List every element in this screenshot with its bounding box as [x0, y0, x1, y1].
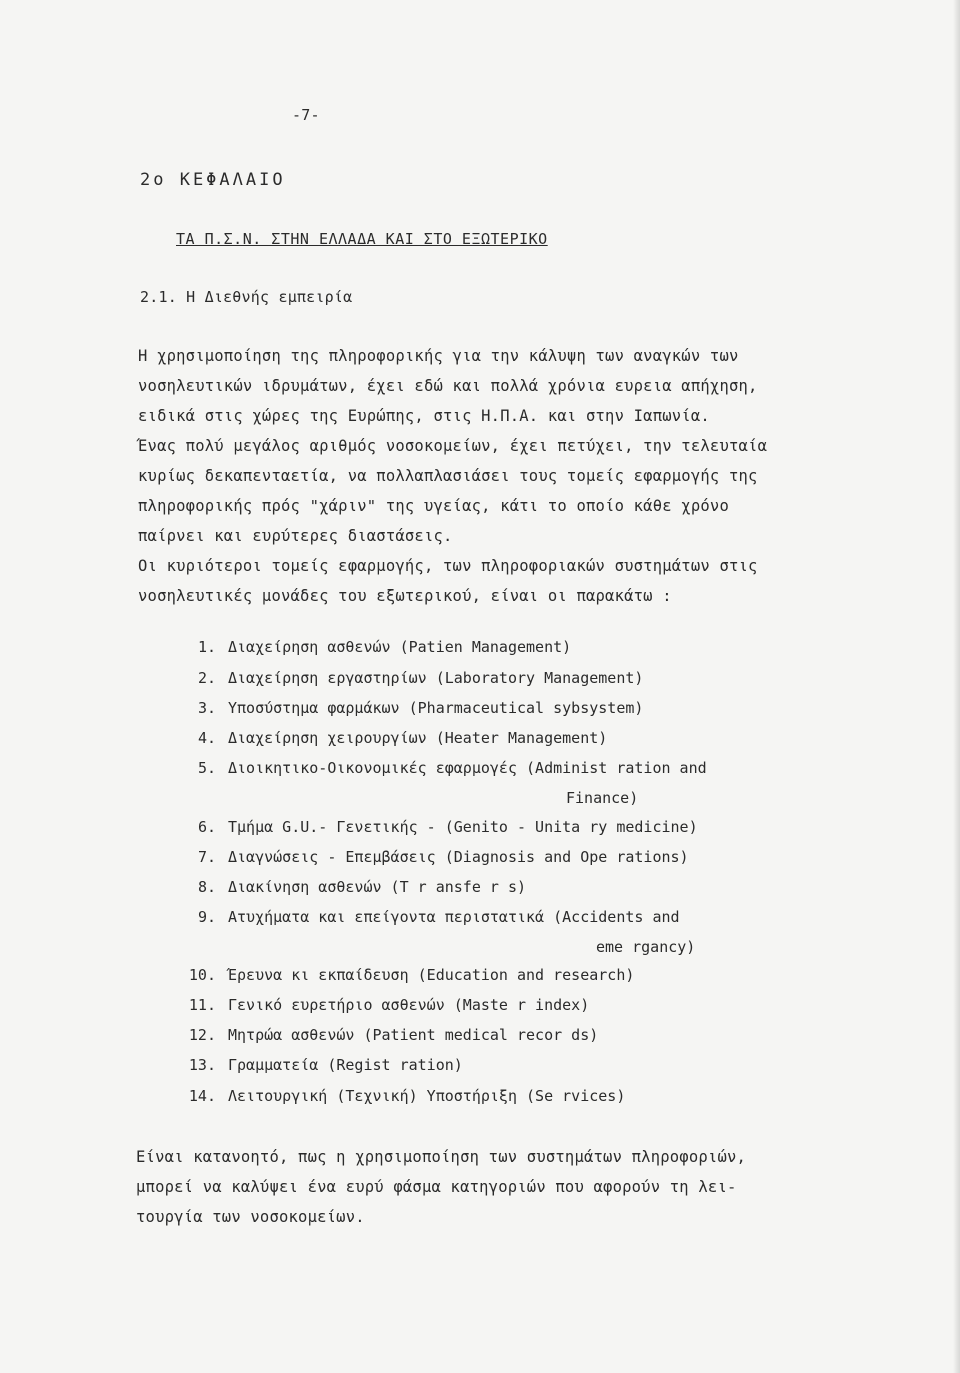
list-item-number: 9.: [197, 908, 216, 926]
list-item-number: 12.: [188, 1026, 216, 1044]
list-item-number: 14.: [188, 1087, 216, 1105]
list-item-number: 5.: [197, 759, 216, 777]
paragraph-line: Οι κυριότεροι τομείς εφαρμογής, των πληροφοριακών συστημάτων στις: [138, 557, 758, 575]
list-item-text: Γραμματεία (Regist ration): [228, 1056, 463, 1074]
list-item-continuation: eme rgancy): [596, 938, 696, 956]
paragraph-line: κυρίως δεκαπενταετία, να πολλαπλασιάσει τους τομείς εφαρμογής της: [138, 467, 758, 485]
list-item-number: 8.: [197, 878, 216, 896]
page-number: -7-: [292, 106, 320, 124]
list-item-number: 11.: [188, 996, 216, 1014]
closing-line: μπορεί να καλύψει ένα ευρύ φάσμα κατηγοριών που αφορούν τη λει-: [136, 1178, 737, 1196]
paragraph-line: νοσηλευτικές μονάδες του εξωτερικού, είναι οι παρακάτω :: [138, 587, 672, 605]
list-item-text: Διακίνηση ασθενών (T r ansfe r s): [228, 878, 527, 896]
paragraph-line: Η χρησιμοποίηση της πληροφορικής για την κάλυψη των αναγκών των: [138, 347, 739, 365]
list-item-text: Ατυχήματα και επείγοντα περιστατικά (Accidents and: [228, 908, 680, 926]
list-item-text: Γενικό ευρετήριο ασθενών (Maste r index): [228, 996, 590, 1014]
list-item-number: 4.: [197, 729, 216, 747]
list-item-text: Τμήμα G.U.- Γενετικής - (Genito - Unita ry medicine): [228, 818, 698, 836]
list-item-number: 1.: [197, 638, 216, 656]
list-item-text: Διοικητικο-Οικονομικές εφαρμογές (Administ ration and: [228, 759, 707, 777]
list-item-number: 10.: [188, 966, 216, 984]
closing-line: τουργία των νοσοκομείων.: [136, 1208, 365, 1226]
paragraph-line: πληροφορικής πρός "χάριν" της υγείας, κάτι το οποίο κάθε χρόνο: [138, 497, 729, 515]
list-item-text: Έρευνα κι εκπαίδευση (Education and research): [228, 966, 635, 984]
chapter-label: 2ο ΚΕΦΑΛΑΙΟ: [140, 170, 286, 190]
list-item-text: Διαχείρηση χειρουργίων (Heater Management): [228, 729, 608, 747]
paragraph-line: ειδικά στις χώρες της Ευρώπης, στις Η.Π.Α. και στην Ιαπωνία.: [138, 407, 710, 425]
list-item-text: Διαχείρηση ασθενών (Patien Management): [228, 638, 572, 656]
paragraph-line: παίρνει και ευρύτερες διαστάσεις.: [138, 527, 453, 545]
chapter-title: ΤΑ Π.Σ.Ν. ΣΤΗΝ ΕΛΛΑΔΑ ΚΑΙ ΣΤΟ ΕΞΩΤΕΡΙΚΟ: [176, 230, 548, 248]
list-item-number: 2.: [197, 669, 216, 687]
closing-line: Είναι κατανοητό, πως η χρησιμοποίηση των συστημάτων πληροφοριών,: [136, 1148, 747, 1166]
list-item-text: Διαχείρηση εργαστηρίων (Laboratory Management): [228, 669, 644, 687]
list-item-number: 7.: [197, 848, 216, 866]
scan-edge: [953, 0, 960, 1373]
list-item-number: 6.: [197, 818, 216, 836]
paragraph-line: Ένας πολύ μεγάλος αριθμός νοσοκομείων, έχει πετύχει, την τελευταία: [138, 437, 768, 455]
list-item-text: Λειτουργική (Τεχνική) Υποστήριξη (Se rvices): [228, 1087, 626, 1105]
list-item-text: Μητρώα ασθενών (Patient medical recor ds): [228, 1026, 599, 1044]
paragraph-line: νοσηλευτικών ιδρυμάτων, έχει εδώ και πολλά χρόνια ευρεια απήχηση,: [138, 377, 758, 395]
list-item-text: Διαγνώσεις - Επεμβάσεις (Diagnosis and Ope rations): [228, 848, 689, 866]
list-item-number: 3.: [197, 699, 216, 717]
list-item-continuation: Finance): [566, 789, 639, 807]
list-item-number: 13.: [188, 1056, 216, 1074]
section-heading: 2.1. Η Διεθνής εμπειρία: [140, 288, 353, 306]
list-item-text: Υποσύστημα φαρμάκων (Pharmaceutical sybsystem): [228, 699, 644, 717]
